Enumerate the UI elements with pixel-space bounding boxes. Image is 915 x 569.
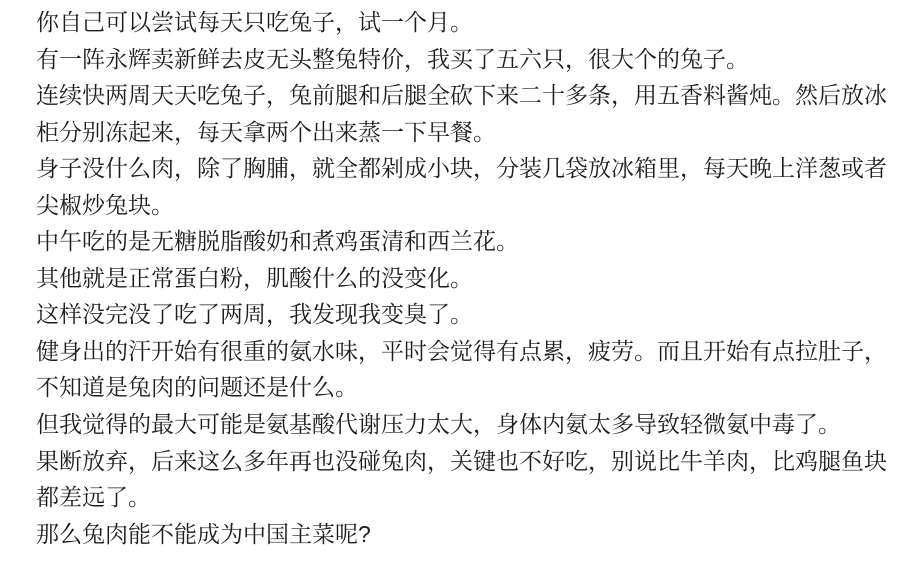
paragraph: 那么兔肉能不能成为中国主菜呢? [36, 520, 371, 547]
paragraph: 健身出的汗开始有很重的氨水味，平时会觉得有点累，疲劳。而且开始有点拉肚子，不知道是兔肉的问题还是什么。 [36, 337, 887, 401]
paragraph: 身子没什么肉，除了胸脯，就全都剁成小块，分装几袋放冰箱里，每天晚上洋葱或者尖椒炒兔块。 [36, 155, 887, 218]
paragraph: 这样没完没了吃了两周，我发现我变臭了。 [36, 301, 473, 328]
paragraph: 果断放弃，后来这么多年再也没碰兔肉，关键也不好吃，别说比牛羊肉，比鸡腿鱼块都差远了。 [36, 447, 887, 511]
paragraph: 其他就是正常蛋白粉，肌酸什么的没变化。 [36, 264, 473, 291]
paragraph: 连续快两周天天吃兔子，兔前腿和后腿全砍下来二十多条，用五香料酱炖。然后放冰柜分别冻起来，每天拿两个出来蒸一下早餐。 [36, 82, 887, 145]
paragraph: 你自己可以尝试每天只吃兔子，试一个月。 [36, 9, 473, 35]
paragraph: 有一阵永辉卖新鲜去皮无头整兔特价，我买了五六只，很大个的兔子。 [36, 45, 749, 72]
paragraph: 中午吃的是无糖脱脂酸奶和煮鸡蛋清和西兰花。 [36, 228, 519, 255]
paragraph: 但我觉得的最大可能是氨基酸代谢压力太大，身体内氨太多导致轻微氨中毒了。 [36, 411, 841, 438]
